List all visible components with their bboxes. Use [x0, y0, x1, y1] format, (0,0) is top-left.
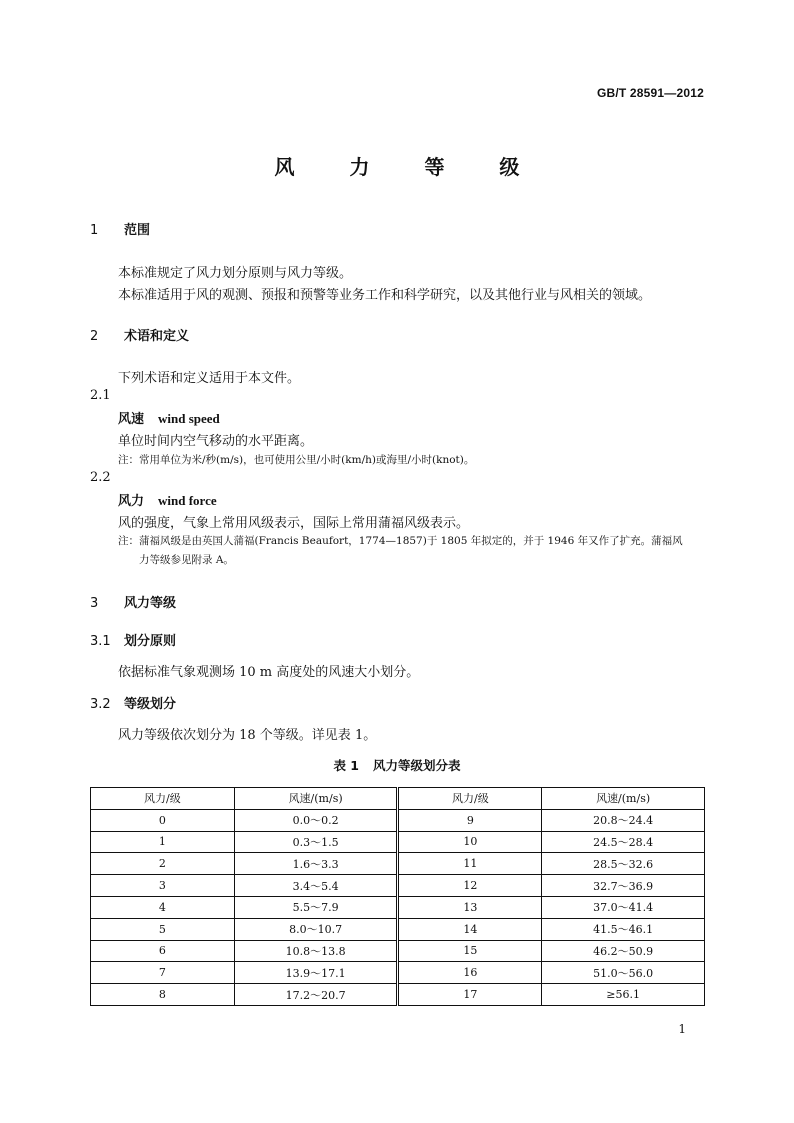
page-number: 1 — [678, 1022, 686, 1036]
term-wind-force — [118, 490, 217, 509]
note: 注：蒲福风级是由英国人蒲福(Francis Beaufort，1774—1857)于 1805 年拟定的，并于 1946 年又作了扩充。蒲福风 — [118, 535, 683, 547]
table-caption — [0, 756, 794, 774]
wind-speed-cell: 46.2～50.9 — [542, 940, 705, 962]
wind-force-level-cell: 16 — [398, 962, 542, 984]
term-chinese: 风速 — [118, 412, 145, 427]
section-2-heading — [90, 325, 189, 344]
wind-force-level-cell: 13 — [398, 896, 542, 918]
wind-force-level-cell: 9 — [398, 809, 542, 831]
wind-speed-cell: 3.4～5.4 — [234, 875, 398, 897]
wind-speed-cell: 0.0～0.2 — [234, 809, 398, 831]
column-header: 风速/(m/s) — [234, 788, 398, 810]
note-continuation: 力等级参见附录 A。 — [139, 554, 234, 566]
wind-force-level-cell: 3 — [91, 875, 235, 897]
section-number: 3 — [90, 596, 99, 611]
table-row — [91, 875, 705, 897]
table-number: 表 1 — [333, 758, 360, 773]
wind-speed-cell: 13.9～17.1 — [234, 962, 398, 984]
clause-number: 2.1 — [90, 388, 111, 403]
section-title: 风力等级 — [124, 596, 177, 611]
table-header-row — [91, 788, 705, 810]
wind-force-level-cell: 10 — [398, 831, 542, 853]
wind-speed-cell: ≥56.1 — [542, 984, 705, 1006]
term-english: wind speed — [158, 411, 220, 426]
wind-force-level-cell: 1 — [91, 831, 235, 853]
wind-speed-cell: 20.8～24.4 — [542, 809, 705, 831]
table-row — [91, 809, 705, 831]
wind-speed-cell: 37.0～41.4 — [542, 896, 705, 918]
page-title: 风 力 等 级 — [274, 155, 544, 179]
wind-speed-cell: 10.8～13.8 — [234, 940, 398, 962]
standard-code: GB/T 28591—2012 — [596, 86, 704, 100]
wind-force-level-cell: 2 — [91, 853, 235, 875]
table-row — [91, 918, 705, 940]
section-1-heading — [90, 219, 150, 238]
section-title: 范围 — [124, 223, 151, 238]
wind-speed-cell: 1.6～3.3 — [234, 853, 398, 875]
table-row — [91, 896, 705, 918]
column-header: 风力/级 — [91, 788, 235, 810]
paragraph: 本标准规定了风力划分原则与风力等级。 — [118, 266, 353, 281]
term-english: wind force — [158, 493, 217, 508]
section-title: 等级划分 — [124, 697, 177, 712]
table-row — [91, 962, 705, 984]
wind-force-level-cell: 17 — [398, 984, 542, 1006]
paragraph: 依据标准气象观测场 10 m 高度处的风速大小划分。 — [118, 665, 420, 680]
wind-force-table — [90, 787, 705, 1006]
term-chinese: 风力 — [118, 494, 145, 509]
table-row — [91, 831, 705, 853]
table-row — [91, 853, 705, 875]
wind-speed-cell: 41.5～46.1 — [542, 918, 705, 940]
table-title: 风力等级划分表 — [373, 758, 461, 773]
wind-force-level-cell: 11 — [398, 853, 542, 875]
wind-force-level-cell: 0 — [91, 809, 235, 831]
term-wind-speed — [118, 408, 220, 427]
paragraph: 风力等级依次划分为 18 个等级。详见表 1。 — [118, 728, 377, 743]
section-3-1-heading — [90, 630, 176, 649]
wind-force-level-cell: 7 — [91, 962, 235, 984]
section-number: 3.2 — [90, 697, 111, 712]
wind-force-level-cell: 14 — [398, 918, 542, 940]
wind-force-level-cell: 4 — [91, 896, 235, 918]
column-header: 风速/(m/s) — [542, 788, 705, 810]
section-number: 1 — [90, 223, 99, 238]
wind-speed-cell: 28.5～32.6 — [542, 853, 705, 875]
section-title: 术语和定义 — [124, 329, 190, 344]
section-3-2-heading — [90, 693, 176, 712]
wind-speed-cell: 24.5～28.4 — [542, 831, 705, 853]
section-number: 3.1 — [90, 634, 111, 649]
column-header: 风力/级 — [398, 788, 542, 810]
wind-speed-cell: 8.0～10.7 — [234, 918, 398, 940]
table-row — [91, 984, 705, 1006]
definition: 风的强度，气象上常用风级表示，国际上常用蒲福风级表示。 — [118, 516, 470, 531]
wind-force-level-cell: 12 — [398, 875, 542, 897]
table-row — [91, 940, 705, 962]
wind-speed-cell: 17.2～20.7 — [234, 984, 398, 1006]
wind-speed-cell: 32.7～36.9 — [542, 875, 705, 897]
wind-speed-cell: 51.0～56.0 — [542, 962, 705, 984]
clause-number: 2.2 — [90, 470, 111, 485]
definition: 单位时间内空气移动的水平距离。 — [118, 434, 314, 449]
wind-force-level-cell: 8 — [91, 984, 235, 1006]
paragraph: 下列术语和定义适用于本文件。 — [118, 371, 301, 386]
wind-speed-cell: 5.5～7.9 — [234, 896, 398, 918]
section-title: 划分原则 — [124, 634, 177, 649]
section-3-heading — [90, 592, 176, 611]
note: 注：常用单位为米/秒(m/s)，也可使用公里/小时(km/h)或海里/小时(knot)。 — [118, 454, 475, 466]
wind-force-level-cell: 5 — [91, 918, 235, 940]
paragraph: 本标准适用于风的观测、预报和预警等业务工作和科学研究，以及其他行业与风相关的领域。 — [118, 288, 652, 303]
section-number: 2 — [90, 329, 99, 344]
wind-force-level-cell: 15 — [398, 940, 542, 962]
wind-force-level-cell: 6 — [91, 940, 235, 962]
wind-speed-cell: 0.3～1.5 — [234, 831, 398, 853]
